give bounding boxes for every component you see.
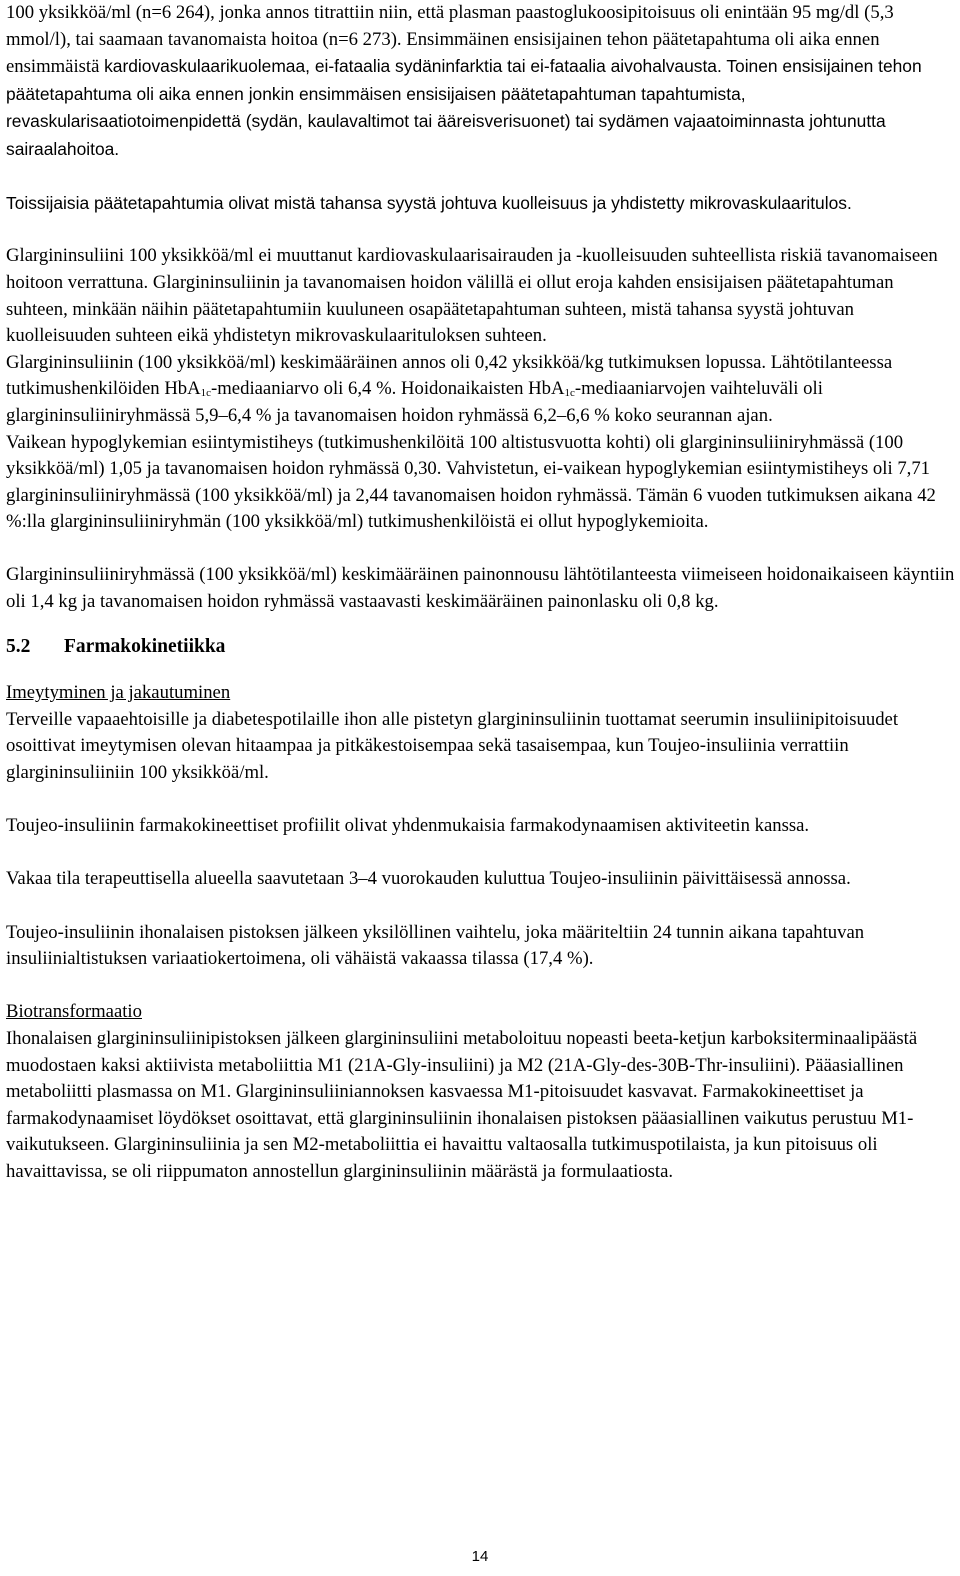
page-number: 14 bbox=[471, 1548, 489, 1565]
section-title: Farmakokinetiikka bbox=[64, 635, 226, 657]
paragraph-study-design bbox=[6, 0, 956, 164]
text-segment: Glargininsuliinin (100 yksikköä/ml) keskimääräinen annos oli 0,42 yksikköä/kg tutkimuksen lopussa. Lähtötilanteessa tutkimushenkilöiden HbA bbox=[6, 351, 893, 400]
paragraph-secondary-endpoints: Toissijaisia päätetapahtumia olivat mistä tahansa syystä johtuva kuolleisuus ja yhdistetty mikrovaskulaaritulos. bbox=[6, 193, 852, 214]
paragraph-pk-profiles: Toujeo-insuliinin farmakokineettiset profiilit olivat yhdenmukaisia farmakodynaamisen aktiviteetin kanssa. bbox=[6, 815, 810, 837]
text-segment: -mediaaniarvo oli 6,4 %. Hoidonaikaisten HbA bbox=[211, 378, 565, 400]
paragraph-weight: Glargininsuliiniryhmässä (100 yksikköä/ml) keskimääräinen painonnousu lähtötilanteesta viimeiseen hoidonaikaiseen käyntiin oli 1,4 kg ja tavanomaisen hoidon ryhmässä vastaavasti keskimääräinen painonlasku oli 0,8 kg. bbox=[6, 564, 955, 613]
subscript: 1c bbox=[564, 387, 575, 400]
paragraph-hypoglycemia: Vaikean hypoglykemian esiintymistiheys (tutkimushenkilöitä 100 altistusvuotta kohti) oli glargininsuliiniryhmässä (100 yksikköä/ml) 1,05 ja tavanomaisen hoidon ryhmässä 0,30. Vahvistetun, ei-vaikean hypoglykemian esiintymistiheys oli 7,71 glargininsuliiniryhmässä (100 yksikköä/ml) ja 2,44 tavanomaisen hoidon ryhmässä. Tämän 6 vuoden tutkimuksen aikana 42 %:lla glargininsuliiniryhmän (100 yksikköä/ml) tutkimushenkilöistä ei ollut hypoglykemioita. bbox=[6, 431, 936, 533]
text-segment-sans: Toinen ensisijainen tehon päätetapahtuma oli aika ennen jonkin ensimmäisen ensisijaisen päätetapahtuman tapahtumista, revaskularisaatiotoimenpidettä (sydän, kaulavaltimot tai ääreisverisuonet) tai sydämen vajaatoiminnasta johtunutta sairaalahoitoa. bbox=[6, 56, 922, 159]
section-number: 5.2 bbox=[6, 635, 31, 657]
subheading-biotransformation: Biotransformaatio bbox=[6, 1001, 142, 1023]
paragraph-variability: Toujeo-insuliinin ihonalaisen pistoksen jälkeen yksilöllinen vaihtelu, joka määriteltiin 24 tunnin aikana tapahtuvan insuliinialtistuksen variaatiokertoimena, oli vähäistä vakaassa tilassa (17,4 %). bbox=[6, 921, 865, 970]
document-page bbox=[6, 0, 956, 1186]
paragraph-dose-hba1c bbox=[6, 350, 956, 430]
paragraph-biotransformation: Ihonalaisen glargininsuliinipistoksen jälkeen glargininsuliini metaboloituu nopeasti beeta-ketjun karboksiterminaalipäästä muodostaen kaksi aktiivista metaboliittia M1 (21A-Gly-insuliini) ja M2 (21A-Gly-des-30B-Thr-insuliini). Pääasiallinen metaboliitti plasmassa on M1. Glargininsuliiniannoksen kasvaessa M1-pitoisuudet kasvavat. Farmakokineettiset ja farmakodynaamiset löydökset osoittavat, että glargininsuliinin ihonalaisen pistoksen pääasiallinen vaikutus perustuu M1-vaikutukseen. Glargininsuliinia ja sen M2-metaboliittia ei havaittu valtaosalla tutkimuspotilaista, ja kun pitoisuus oli havaittavissa, se oli riippumaton annostellun glargininsuliinin määrästä ja formulaatiosta. bbox=[6, 1027, 918, 1182]
paragraph-absorption: Terveille vapaaehtoisille ja diabetespotilaille ihon alle pistetyn glargininsuliinin tuottamat seerumin insuliinipitoisuudet osoittivat imeytymisen olevan hitaampaa ja pitkäkestoisempaa sekä tasaisempaa, kun Toujeo-insuliinia verrattiin glargininsuliiniin 100 yksikköä/ml. bbox=[6, 708, 899, 784]
text-segment: -mediaaniarvojen vaihteluväli oli glargininsuliiniryhmässä 5,9–6,4 % ja tavanomaisen hoidon ryhmässä 6,2–6,6 % koko seurannan ajan. bbox=[6, 378, 823, 426]
text-segment: 100 yksikköä/ml (n=6 264), jonka annos titrattiin niin, että plasman paastoglukoosipitoisuus oli enintään 95 mg/dl (5,3 mmol/l), tai saamaan tavanomaista hoitoa (n=6 273). Ensimmäinen ensisijainen tehon päätetapahtuma oli aika ennen ensimmäistä bbox=[6, 2, 894, 78]
paragraph-steady-state: Vakaa tila terapeuttisella alueella saavutetaan 3–4 vuorokauden kuluttua Toujeo-insuliinin päivittäisessä annossa. bbox=[6, 868, 851, 890]
section-heading bbox=[6, 634, 956, 661]
paragraph-cardiovascular-risk: Glargininsuliini 100 yksikköä/ml ei muuttanut kardiovaskulaarisairauden ja -kuolleisuuden suhteellista riskiä tavanomaiseen hoitoon verrattuna. Glargininsuliinin ja tavanomaisen hoidon välillä ei ollut eroja kahden ensisijaisen päätetapahtuman suhteen, minkään näihin päätetapahtumiin kuuluneen osapäätetapahtuman suhteen, mistä tahansa syystä johtuvan kuolleisuuden suhteen eikä yhdistetyn mikrovaskulaaritulоksen suhteen. bbox=[6, 245, 938, 347]
subscript: 1c bbox=[200, 387, 212, 400]
subheading-absorption: Imeytyminen ja jakautuminen bbox=[6, 682, 231, 704]
text-segment-sans: kardiovaskulaarikuolemaa, ei-fataalia sydäninfarktia tai ei-fataalia aivohalvausta. bbox=[104, 56, 722, 77]
